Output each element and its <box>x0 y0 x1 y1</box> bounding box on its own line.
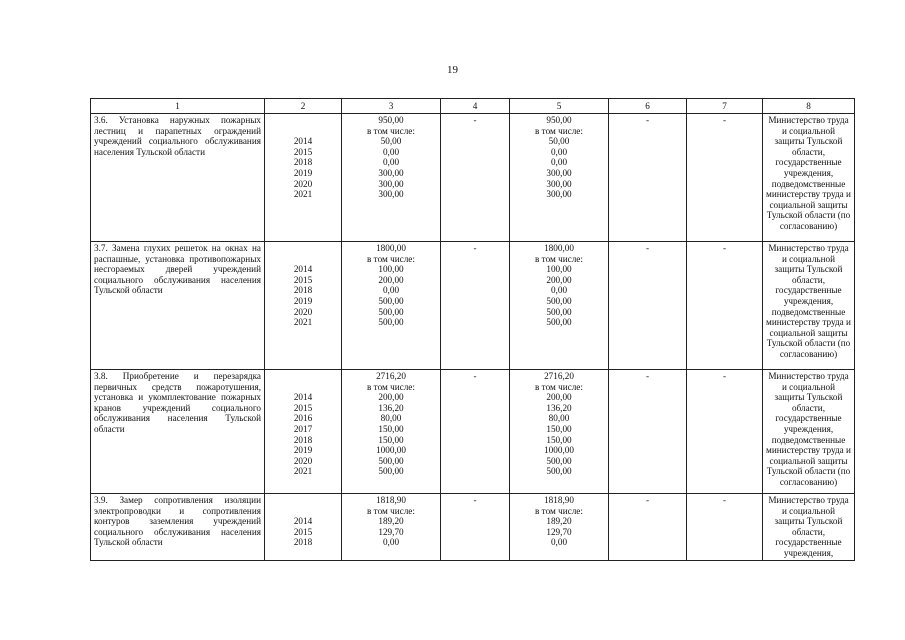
years-cell <box>265 494 342 561</box>
year-value: 2020 <box>293 455 313 466</box>
dash-value: - <box>722 495 727 505</box>
amount-value: 0,00 <box>382 146 400 157</box>
amount-value: 1000,00 <box>376 445 406 456</box>
dash-value: - <box>645 371 650 381</box>
amount-value: в том числе: <box>535 505 583 516</box>
year-value: 2018 <box>293 537 313 548</box>
amount-value: в том числе: <box>535 253 583 264</box>
year-value: 2014 <box>293 264 313 275</box>
dash-value: - <box>645 495 650 505</box>
col6-cell <box>609 494 687 561</box>
header-col-1: 1 <box>91 99 265 114</box>
year-value: 2015 <box>293 526 313 537</box>
amount-value: 0,00 <box>550 146 568 157</box>
years-cell <box>265 242 342 370</box>
dash-value: - <box>473 243 477 253</box>
dash-value: - <box>473 495 477 505</box>
dash-value: - <box>722 371 727 381</box>
amount-value: 0,00 <box>382 285 400 296</box>
amount-value: 500,00 <box>378 295 404 306</box>
amount-value: в том числе: <box>367 381 415 392</box>
amount-value: 150,00 <box>378 434 404 445</box>
header-col-2: 2 <box>265 99 342 114</box>
dash-value: - <box>645 115 650 125</box>
total-amount-cell <box>342 114 441 242</box>
executor-cell: Министерство труда и социальной защиты Тульской области, государственные учреждения, <box>763 494 855 561</box>
table-row <box>91 370 855 494</box>
year-value: 2021 <box>293 317 313 328</box>
amount-value: в том числе: <box>367 253 415 264</box>
amount-value: 0,00 <box>550 537 568 548</box>
year-value: 2018 <box>293 434 313 445</box>
year-value: 2019 <box>293 445 313 456</box>
col4-cell <box>441 114 510 242</box>
dash-value: - <box>473 371 477 381</box>
year-value: 2014 <box>293 136 313 147</box>
amount-value: 100,00 <box>378 264 404 275</box>
amount-value: 2716,20 <box>376 371 406 381</box>
amount-value: 200,00 <box>546 274 572 285</box>
executor-cell: Министерство труда и социальной защиты Тульской области, государственные учреждения, подведомственные министерству труда и социальной защиты Тульской области (по согласованию) <box>763 114 855 242</box>
amount-value: 150,00 <box>546 423 572 434</box>
amount-value: 0,00 <box>550 157 568 168</box>
year-value: 2016 <box>293 413 313 424</box>
amount-value: 300,00 <box>378 189 404 200</box>
col7-cell <box>687 114 763 242</box>
year-value: 2018 <box>293 157 313 168</box>
measure-name: 3.7. Замена глухих решеток на окнах на распашные, установка противопожарных несгораемых дверей учреждений социального обслуживания населения Тульской области <box>91 242 265 370</box>
budget-amount-cell <box>510 114 609 242</box>
header-col-5: 5 <box>510 99 609 114</box>
col6-cell <box>609 242 687 370</box>
year-value: 2020 <box>293 306 313 317</box>
amount-value: 500,00 <box>546 295 572 306</box>
amount-value: 0,00 <box>382 157 400 168</box>
amount-value: 136,20 <box>546 402 572 413</box>
year-value: 2017 <box>293 423 313 434</box>
header-col-8: 8 <box>763 99 855 114</box>
executor-cell: Министерство труда и социальной защиты Тульской области, государственные учреждения, подведомственные министерству труда и социальной защиты Тульской области (по согласованию) <box>763 370 855 494</box>
col4-cell <box>441 370 510 494</box>
year-value: 2021 <box>293 189 313 200</box>
amount-value: 80,00 <box>548 413 570 424</box>
header-col-7: 7 <box>687 99 763 114</box>
amount-value: 300,00 <box>546 167 572 178</box>
year-value: 2020 <box>293 178 313 189</box>
year-value: 2015 <box>293 146 313 157</box>
col6-cell <box>609 114 687 242</box>
total-amount-cell <box>342 242 441 370</box>
table-row <box>91 114 855 242</box>
total-amount-cell <box>342 494 441 561</box>
amount-value: 0,00 <box>550 285 568 296</box>
amount-value: 200,00 <box>378 274 404 285</box>
amount-value: 189,20 <box>378 516 404 527</box>
amount-value: в том числе: <box>535 381 583 392</box>
year-value: 2018 <box>293 285 313 296</box>
amount-value: 150,00 <box>546 434 572 445</box>
measure-name: 3.8. Приобретение и перезарядка первичных средств пожаротушения, установка и укомплектование пожарных кранов учреждений социального обслуживания населения Тульской области <box>91 370 265 494</box>
col7-cell <box>687 242 763 370</box>
amount-value: в том числе: <box>367 125 415 136</box>
col4-cell <box>441 242 510 370</box>
amount-value: 1800,00 <box>544 243 574 253</box>
amount-value: 150,00 <box>378 423 404 434</box>
amount-value: 50,00 <box>548 136 570 147</box>
amount-value: 1800,00 <box>376 243 406 253</box>
year-value: 2015 <box>293 402 313 413</box>
amount-value: 300,00 <box>378 178 404 189</box>
executor-cell: Министерство труда и социальной защиты Тульской области, государственные учреждения, подведомственные министерству труда и социальной защиты Тульской области (по согласованию) <box>763 242 855 370</box>
amount-value: 100,00 <box>546 264 572 275</box>
dash-value: - <box>722 243 727 253</box>
total-amount-cell <box>342 370 441 494</box>
page-number: 19 <box>447 64 458 76</box>
year-value: 2019 <box>293 295 313 306</box>
amount-value: 500,00 <box>546 466 572 477</box>
amount-value: 950,00 <box>546 115 572 125</box>
amount-value: 500,00 <box>546 455 572 466</box>
program-table <box>90 98 855 561</box>
amount-value: 500,00 <box>546 306 572 317</box>
amount-value: 500,00 <box>378 317 404 328</box>
amount-value: 500,00 <box>378 455 404 466</box>
amount-value: 300,00 <box>546 178 572 189</box>
amount-value: в том числе: <box>535 125 583 136</box>
amount-value: 300,00 <box>546 189 572 200</box>
amount-value: 50,00 <box>380 136 402 147</box>
amount-value: 1818,90 <box>376 495 406 505</box>
col7-cell <box>687 494 763 561</box>
col4-cell <box>441 494 510 561</box>
year-value: 2021 <box>293 466 313 477</box>
year-value: 2014 <box>293 392 313 403</box>
table-row <box>91 242 855 370</box>
amount-value: 2716,20 <box>544 371 574 381</box>
year-value: 2015 <box>293 274 313 285</box>
budget-amount-cell <box>510 242 609 370</box>
amount-value: в том числе: <box>367 505 415 516</box>
dash-value: - <box>473 115 477 125</box>
header-col-6: 6 <box>609 99 687 114</box>
amount-value: 950,00 <box>378 115 404 125</box>
amount-value: 200,00 <box>378 392 404 403</box>
dash-value: - <box>645 243 650 253</box>
amount-value: 129,70 <box>378 526 404 537</box>
amount-value: 80,00 <box>380 413 402 424</box>
amount-value: 200,00 <box>546 392 572 403</box>
amount-value: 1000,00 <box>544 445 574 456</box>
header-row <box>91 99 855 114</box>
measure-name: 3.6. Установка наружных пожарных лестниц и парапетных ограждений учреждений социального обслуживания населения Тульской области <box>91 114 265 242</box>
year-value: 2019 <box>293 167 313 178</box>
amount-value: 300,00 <box>378 167 404 178</box>
measure-name: 3.9. Замер сопротивления изоляции электропроводки и сопротивления контуров заземления учреждений социального обслуживания населения Тульской области <box>91 494 265 561</box>
amount-value: 136,20 <box>378 402 404 413</box>
col6-cell <box>609 370 687 494</box>
amount-value: 0,00 <box>382 537 400 548</box>
budget-amount-cell <box>510 370 609 494</box>
years-cell <box>265 370 342 494</box>
year-value: 2014 <box>293 516 313 527</box>
amount-value: 500,00 <box>378 466 404 477</box>
table-row <box>91 494 855 561</box>
amount-value: 129,70 <box>546 526 572 537</box>
header-col-3: 3 <box>342 99 441 114</box>
budget-amount-cell <box>510 494 609 561</box>
amount-value: 1818,90 <box>544 495 574 505</box>
amount-value: 500,00 <box>378 306 404 317</box>
col7-cell <box>687 370 763 494</box>
dash-value: - <box>722 115 727 125</box>
amount-value: 500,00 <box>546 317 572 328</box>
years-cell <box>265 114 342 242</box>
header-col-4: 4 <box>441 99 510 114</box>
amount-value: 189,20 <box>546 516 572 527</box>
